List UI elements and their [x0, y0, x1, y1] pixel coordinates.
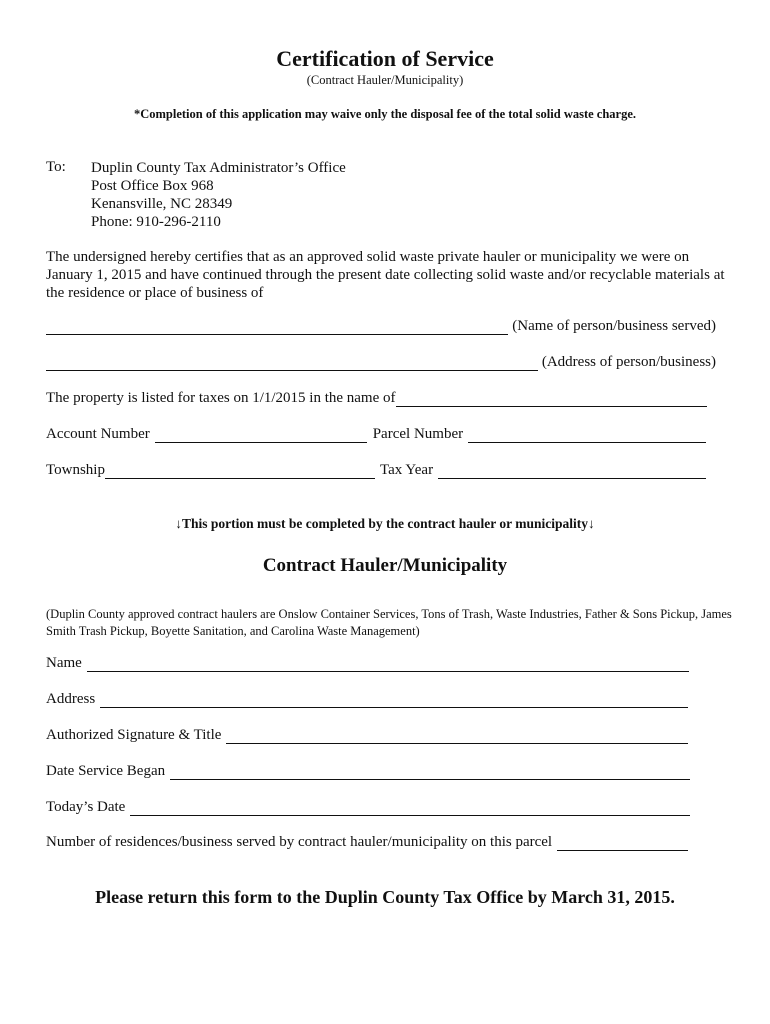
tax-year-field[interactable] — [438, 463, 706, 479]
address-served-label: (Address of person/business) — [541, 354, 716, 370]
listed-for-taxes-row — [46, 390, 707, 407]
hauler-name-row — [46, 655, 689, 672]
section-instruction: ↓This portion must be completed by the contract hauler or municipality↓ — [175, 516, 595, 531]
name-served-row — [46, 318, 716, 335]
approved-haulers-note: (Duplin County approved contract haulers are Onslow Container Services, Tons of Trash, Waste Industries, Father & Sons Pickup, James Smith Trash Pickup, Boyette Sanitation, and Carolina Waste Management) — [46, 607, 732, 638]
residences-label: Number of residences/business served by contract hauler/municipality on this parcel — [46, 834, 553, 850]
parcel-number-label: Parcel Number — [372, 426, 464, 442]
recipient-city: Kenansville, NC 28349 — [91, 196, 233, 212]
date-began-label: Date Service Began — [46, 763, 166, 779]
form-subtitle: (Contract Hauler/Municipality) — [306, 73, 464, 87]
parcel-number-field[interactable] — [468, 427, 706, 443]
hauler-name-field[interactable] — [87, 656, 689, 672]
address-served-row — [46, 354, 716, 371]
signature-row — [46, 727, 688, 744]
account-parcel-row — [46, 426, 706, 443]
hauler-name-label: Name — [46, 655, 82, 671]
listed-for-taxes-label: The property is listed for taxes on 1/1/2015 in the name of — [46, 390, 396, 406]
listed-owner-field[interactable] — [396, 391, 707, 407]
signature-label: Authorized Signature & Title — [46, 727, 222, 743]
todays-date-row — [46, 799, 690, 816]
recipient-po-box: Post Office Box 968 — [91, 178, 214, 194]
residences-field[interactable] — [557, 835, 688, 851]
todays-date-field[interactable] — [130, 800, 690, 816]
tax-year-label: Tax Year — [379, 462, 434, 478]
hauler-section-heading: Contract Hauler/Municipality — [262, 555, 508, 576]
address-served-field[interactable] — [46, 355, 538, 371]
residences-row — [46, 834, 688, 851]
name-served-label: (Name of person/business served) — [512, 318, 716, 334]
hauler-address-label: Address — [46, 691, 96, 707]
todays-date-label: Today’s Date — [46, 799, 126, 815]
date-began-row — [46, 763, 690, 780]
township-label: Township — [46, 462, 105, 478]
recipient-address-block — [91, 159, 346, 231]
return-instruction: Please return this form to the Duplin County Tax Office by March 31, 2015. — [95, 887, 675, 907]
township-tax-year-row — [46, 462, 706, 479]
hauler-address-row — [46, 691, 688, 708]
date-began-field[interactable] — [170, 764, 690, 780]
recipient-office: Duplin County Tax Administrator’s Office — [91, 160, 346, 176]
recipient-phone: Phone: 910-296-2110 — [91, 214, 221, 230]
township-field[interactable] — [105, 463, 375, 479]
certification-paragraph: The undersigned hereby certifies that as an approved solid waste private hauler or municipality we were on January 1, 2015 and have continued through the present date collecting solid waste and/or recyclable materials at the residence or place of business of — [46, 249, 725, 301]
to-label: To: — [46, 159, 66, 175]
form-title: Certification of Service — [276, 46, 494, 71]
signature-field[interactable] — [226, 728, 688, 744]
disposal-fee-notice: *Completion of this application may waive only the disposal fee of the total solid waste charge. — [133, 107, 637, 121]
account-number-label: Account Number — [46, 426, 150, 442]
hauler-address-field[interactable] — [100, 692, 688, 708]
name-served-field[interactable] — [46, 319, 508, 335]
account-number-field[interactable] — [155, 427, 367, 443]
